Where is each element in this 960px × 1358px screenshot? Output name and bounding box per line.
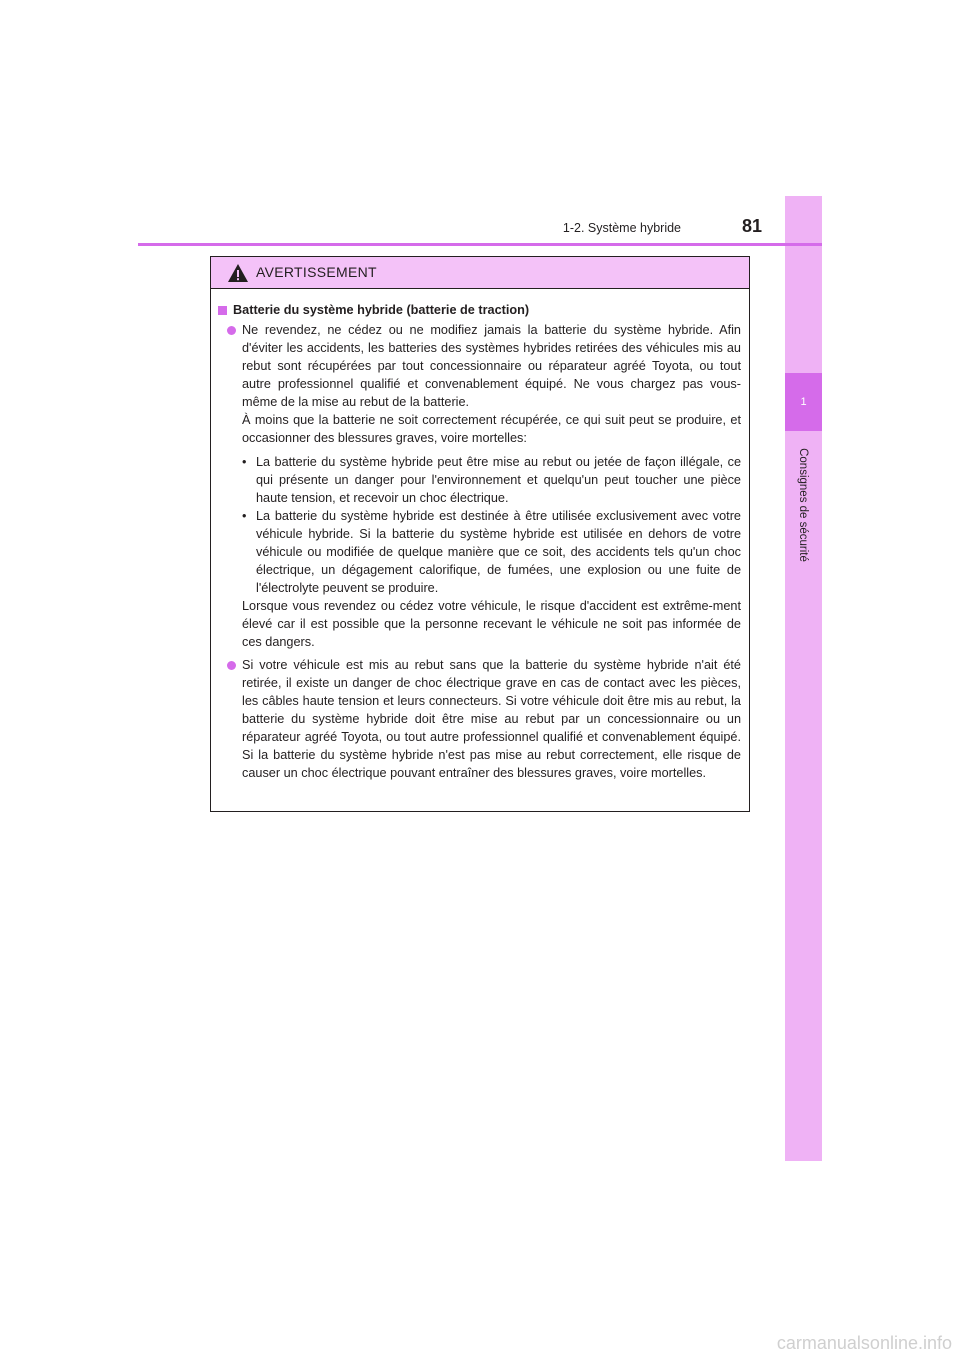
section-title: 1-2. Système hybride: [562, 221, 681, 235]
warning-item: [218, 321, 741, 651]
warning-item-text: Ne revendez, ne cédez ou ne modifiez jamais la batterie du système hybride. Afin d'éviter les accidents, les batteries des systèmes hybrides retirées des véhicules mis au rebut sont récupérées par tout concessionnaire ou réparateur agréé Toyota, ou tout autre professionnel qualifié et convenablement équipé. Ne vous chargez pas vous-même de la mise au rebut de la batterie.: [242, 323, 741, 409]
square-bullet-icon: [218, 306, 227, 315]
warning-title: AVERTISSEMENT: [256, 264, 377, 280]
dot-bullet-icon: •: [242, 455, 247, 469]
side-tab-number: 1: [800, 396, 807, 408]
header-rule: [138, 243, 822, 246]
warning-item: [218, 656, 741, 782]
consequence-item: [242, 453, 741, 507]
warning-item-closing: Lorsque vous revendez ou cédez votre véhicule, le risque d'accident est extrême-ment élevé car il est possible que la personne recevant le véhicule ne soit pas informée de ces dangers.: [242, 599, 741, 649]
side-tab-strip: [785, 196, 822, 1161]
side-tab-label: Consignes de sécurité: [797, 448, 809, 562]
section-heading-text: Batterie du système hybride (batterie de traction): [233, 303, 530, 317]
consequence-list: [242, 453, 741, 597]
warning-header: [211, 257, 749, 289]
page-number: 81: [742, 216, 763, 236]
circle-bullet-icon: [227, 661, 236, 670]
warning-box: [210, 256, 750, 812]
consequence-text: La batterie du système hybride peut être mise au rebut ou jetée de façon illégale, ce qui présente un danger pour l'environnement et quelqu'un peut toucher une pièce haute tension, et recevoir un choc électrique.: [256, 455, 741, 505]
side-tab-chapter[interactable]: [785, 373, 822, 431]
consequence-text: La batterie du système hybride est destinée à être utilisée exclusivement avec votre véhicule hybride. Si la batterie du système hybride est utilisée en dehors de votre véhicule ou modifiée de quelque manière que ce soit, des accidents tels qu'un choc électrique, un dégagement calorifique, de fumées, une explosion ou une fuite de l'électrolyte peuvent se produire.: [256, 509, 741, 595]
dot-bullet-icon: •: [242, 509, 247, 523]
footer-watermark: carmanualsonline.info: [776, 1333, 952, 1353]
warning-item-para: À moins que la batterie ne soit correctement récupérée, ce qui suit peut se produire, et occasionner des blessures graves, voire mortelles:: [242, 413, 741, 445]
consequence-item: [242, 507, 741, 597]
warning-body: [211, 289, 749, 782]
section-heading: [218, 301, 741, 319]
warning-triangle-icon: [227, 263, 249, 283]
circle-bullet-icon: [227, 326, 236, 335]
warning-item-text: Si votre véhicule est mis au rebut sans que la batterie du système hybride n'ait été retirée, il existe un danger de choc électrique grave en cas de contact avec les pièces, les câbles haute tension et leurs connecteurs. Si votre véhicule doit être mis au rebut, la batterie du système hybride doit être mise au rebut par un concessionnaire ou un réparateur agréé Toyota, ou tout autre professionnel qualifié et convenablement équipé. Si la batterie du système hybride n'est pas mise au rebut correctement, elle risque de causer un choc électrique pouvant entraîner des blessures graves, voire mortelles.: [242, 658, 741, 780]
